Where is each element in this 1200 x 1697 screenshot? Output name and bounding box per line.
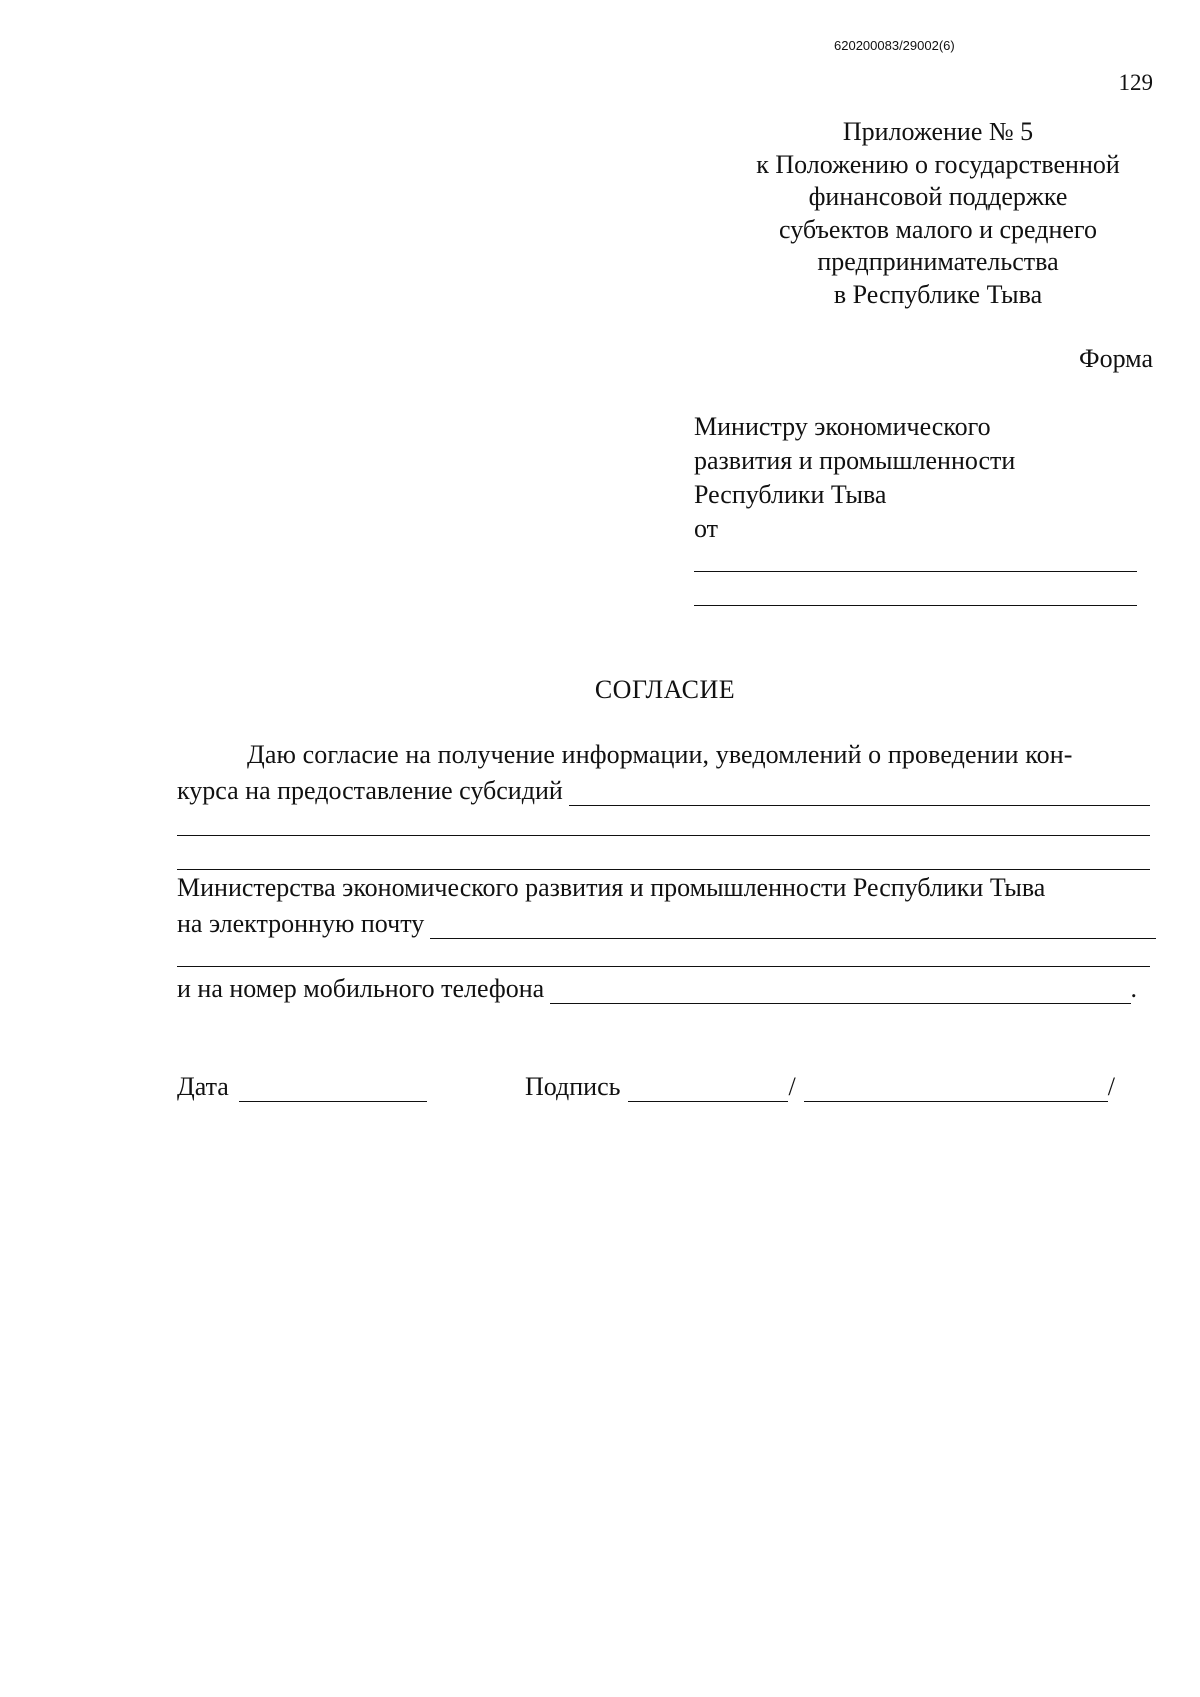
appendix-line: к Положению о государственной xyxy=(756,149,1120,179)
addressee-block xyxy=(694,410,1015,546)
addressee-line: Республики Тыва xyxy=(694,480,887,509)
addressee-line: от xyxy=(694,514,719,543)
body-line xyxy=(177,873,1150,903)
name-blank-line[interactable] xyxy=(804,1079,1108,1102)
form-label: Форма xyxy=(1079,344,1153,373)
date-label: Дата xyxy=(177,1072,229,1101)
period: . xyxy=(1130,974,1137,1003)
signature-label: Подпись xyxy=(525,1072,621,1101)
document-title: СОГЛАСИЕ xyxy=(594,675,736,704)
subsidy-blank-line[interactable] xyxy=(569,783,1150,806)
document-code: 620200083/29002(6) xyxy=(834,38,955,53)
appendix-line: предпринимательства xyxy=(817,247,1059,276)
phone-blank-line[interactable] xyxy=(550,981,1130,1004)
body-line xyxy=(177,909,1156,939)
appendix-line: в Республике Тыва xyxy=(833,279,1043,309)
body-text: на электронную почту xyxy=(177,909,425,938)
body-text: курса на предоставление субсидий xyxy=(177,776,563,805)
body-line xyxy=(177,776,1150,806)
date-field xyxy=(177,1072,427,1102)
sender-blank-line[interactable] xyxy=(694,605,1137,606)
appendix-line: субъектов малого и среднего xyxy=(779,214,1097,244)
date-blank-line[interactable] xyxy=(239,1079,427,1102)
body-line xyxy=(177,740,1150,770)
email-blank-line[interactable] xyxy=(430,916,1156,939)
body-text: и на номер мобильного телефона xyxy=(177,974,545,1003)
sender-blank-line[interactable] xyxy=(694,571,1137,572)
body-text: Министерства экономического развития и промышленности Республики Тыва xyxy=(177,873,1046,902)
slash: / xyxy=(788,1072,796,1101)
appendix-line: Приложение № 5 xyxy=(842,117,1034,146)
signature-field xyxy=(525,1072,1115,1102)
appendix-line: финансовой поддержке xyxy=(808,182,1068,211)
subsidy-blank-line[interactable] xyxy=(177,869,1150,870)
email-blank-line[interactable] xyxy=(177,966,1150,967)
addressee-line: Министру экономического xyxy=(694,412,991,441)
subsidy-blank-line[interactable] xyxy=(177,835,1150,836)
signature-blank-line[interactable] xyxy=(628,1079,788,1102)
addressee-line: развития и промышленности xyxy=(694,446,1016,475)
body-line xyxy=(177,974,1137,1004)
page-number: 129 xyxy=(1118,70,1153,95)
body-text: Даю согласие на получение информации, уведомлений о проведении кон- xyxy=(247,740,1073,769)
appendix-heading xyxy=(718,116,1158,311)
slash: / xyxy=(1107,1072,1115,1101)
